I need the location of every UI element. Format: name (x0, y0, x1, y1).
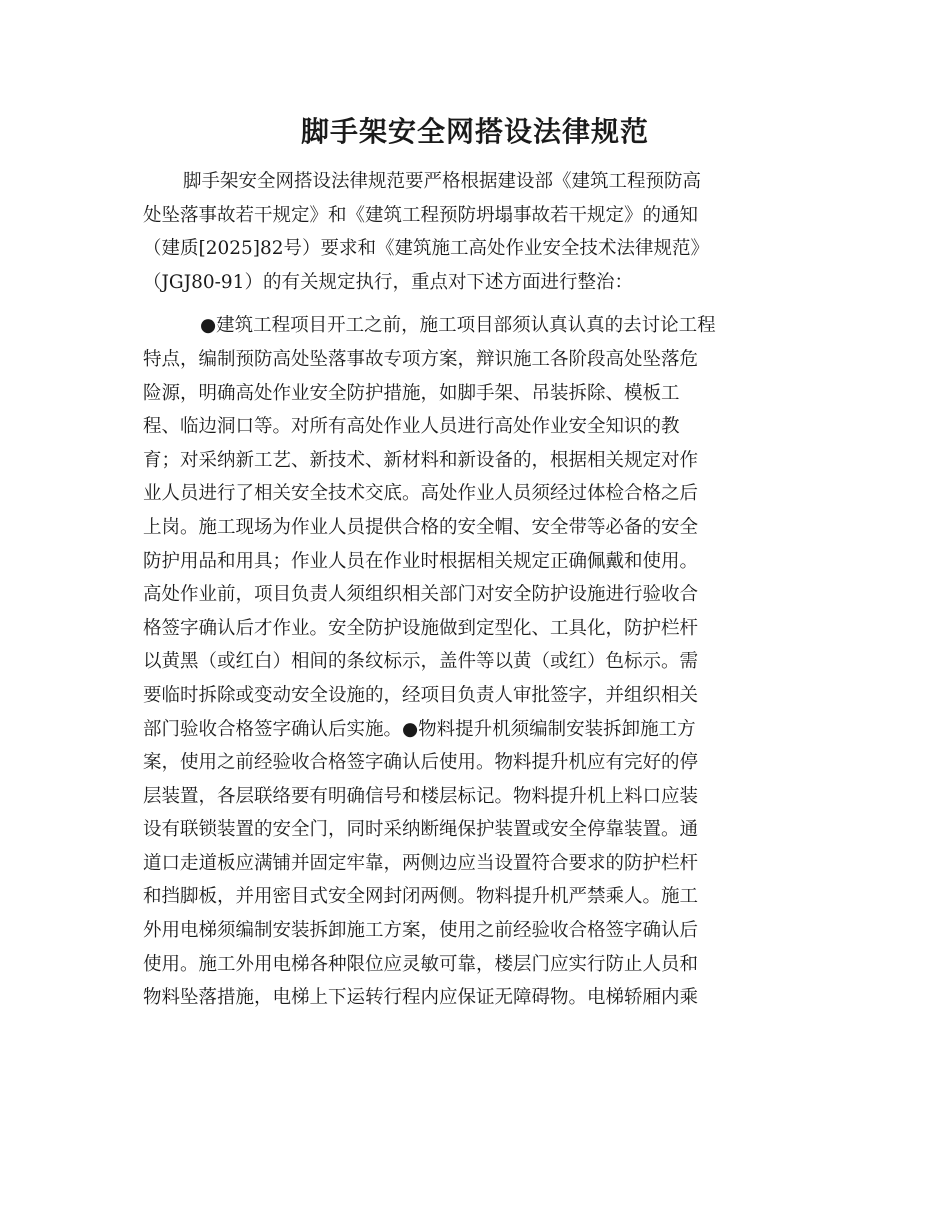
text-line: 案，使用之前经验收合格签字确认后使用。物料提升机应有完好的停 (143, 752, 699, 774)
text-line: 险源，明确高处作业安全防护措施，如脚手架、吊装拆除、模板工 (143, 382, 680, 404)
text-line: （JGJ80-91）的有关规定执行，重点对下述方面进行整治： (143, 271, 633, 293)
text-line: ●建筑工程项目开工之前，施工项目部须认真认真的去讨论工程 (200, 315, 716, 337)
text-line: 外用电梯须编制安装拆卸施工方案，使用之前经验收合格签字确认后 (143, 920, 699, 942)
text-line: 设有联锁装置的安全门，同时采纳断绳保护装置或安全停靠装置。通 (143, 819, 699, 841)
text-line: 和挡脚板，并用密目式安全网封闭两侧。物料提升机严禁乘人。施工 (143, 886, 699, 908)
text-line: 物料坠落措施，电梯上下运转行程内应保证无障碍物。电梯轿厢内乘 (143, 987, 699, 1009)
text-line: 处坠落事故若干规定》和《建筑工程预防坍塌事故若干规定》的通知 (143, 204, 699, 226)
text-line: 防护用品和用具；作业人员在作业时根据相关规定正确佩戴和使用。 (143, 550, 699, 572)
text-line: 脚手架安全网搭设法律规范要严格根据建设部《建筑工程预防高 (183, 171, 702, 192)
text-line: 程、临边洞口等。对所有高处作业人员进行高处作业安全知识的教 (143, 416, 680, 438)
text-line: 层装置，各层联络要有明确信号和楼层标记。物料提升机上料口应装 (143, 785, 699, 807)
paragraph-intro (143, 165, 811, 299)
text-line: 要临时拆除或变动安全设施的，经项目负责人审批签字，并组织相关 (143, 684, 699, 706)
text-line: 育；对采纳新工艺、新技术、新材料和新设备的，根据相关规定对作 (143, 449, 699, 471)
text-line: 特点，编制预防高处坠落事故专项方案，辩识施工各阶段高处坠落危 (143, 348, 699, 370)
document-body (143, 165, 811, 1015)
text-line: 部门验收合格签字确认后实施。●物料提升机须编制安装拆卸施工方 (143, 718, 696, 740)
text-line: 以黄黑（或红白）相间的条纹标示，盖件等以黄（或红）色标示。需 (143, 651, 699, 673)
text-line: 业人员进行了相关安全技术交底。高处作业人员须经过体检合格之后 (143, 483, 699, 505)
text-line: 使用。施工外用电梯各种限位应灵敏可靠，楼层门应实行防止人员和 (143, 953, 699, 975)
paragraph-spacer (143, 299, 811, 309)
text-line: 格签字确认后才作业。安全防护设施做到定型化、工具化，防护栏杆 (143, 617, 699, 639)
text-line: 高处作业前，项目负责人须组织相关部门对安全防护设施进行验收合 (143, 584, 699, 606)
text-line: 道口走道板应满铺并固定牢靠，两侧边应当设置符合要求的防护栏杆 (143, 852, 699, 874)
text-line: （建质[2025]82号）要求和《建筑施工高处作业安全技术法律规范》 (143, 238, 710, 260)
document-title: 脚手架安全网搭设法律规范 (300, 115, 649, 148)
text-line: 上岗。施工现场为作业人员提供合格的安全帽、安全带等必备的安全 (143, 516, 699, 538)
paragraph-main (143, 309, 811, 1014)
